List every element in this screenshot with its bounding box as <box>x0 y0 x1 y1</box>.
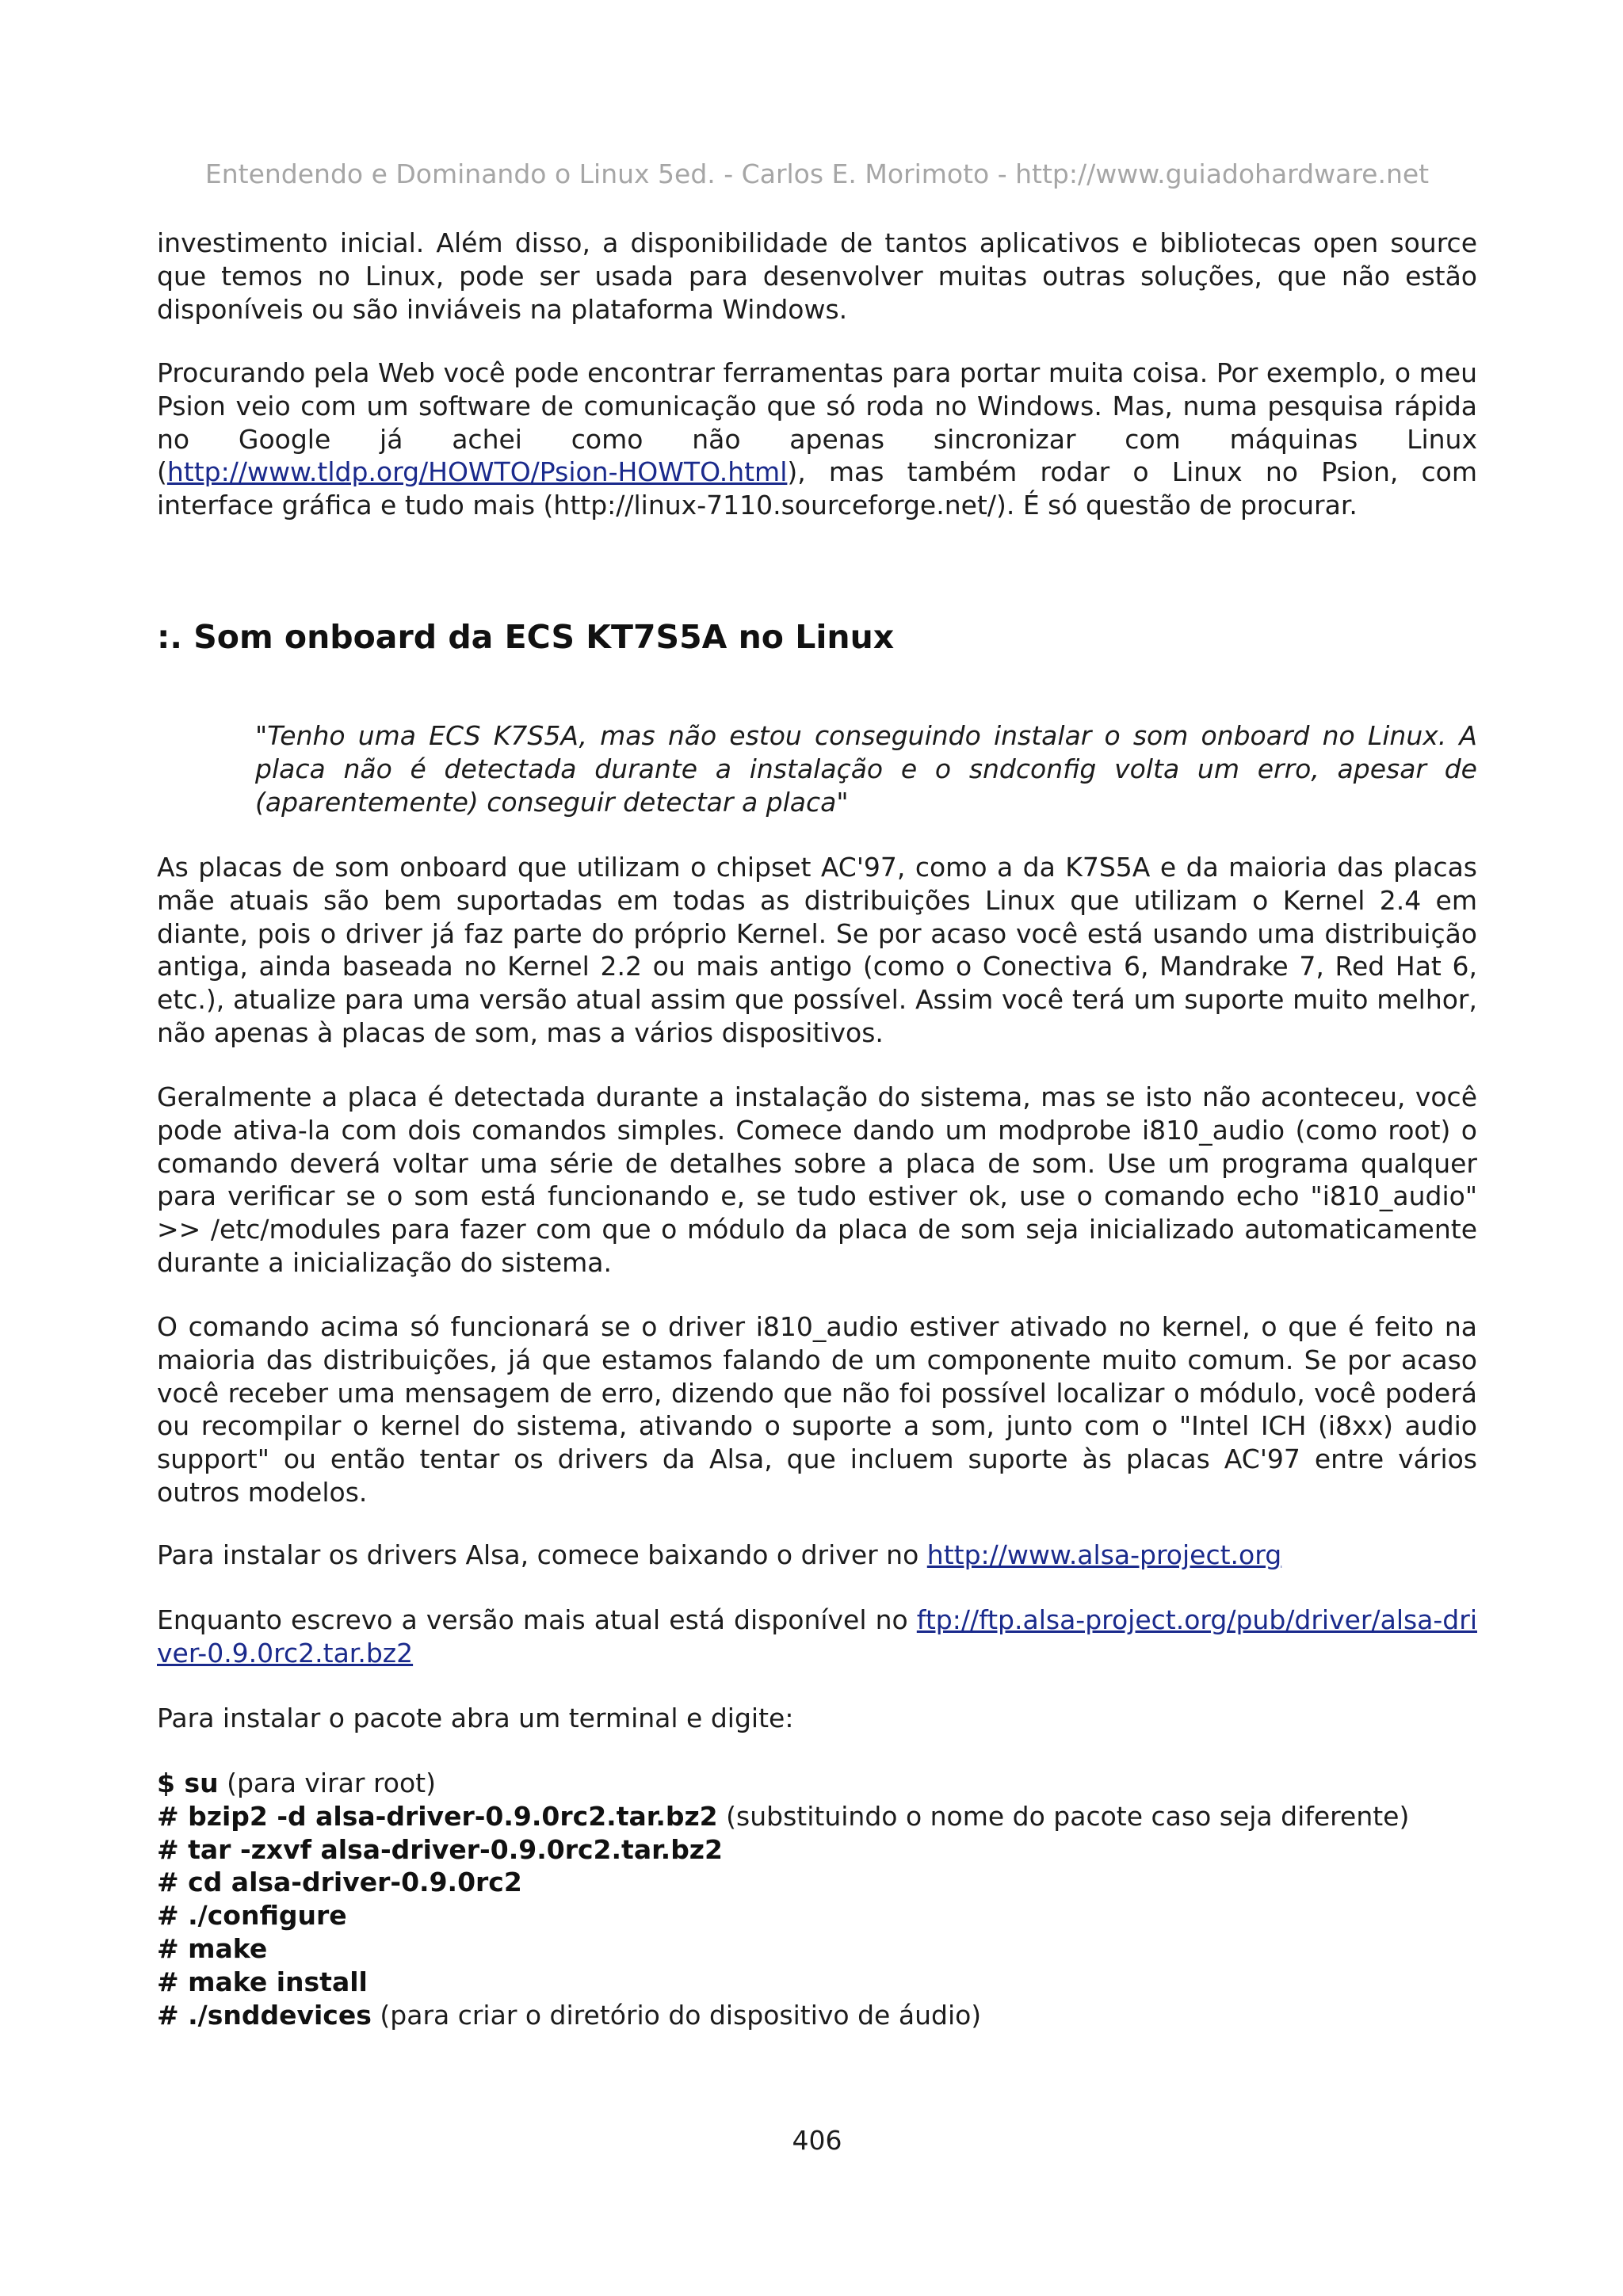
command-note: (para criar o diretório do dispositivo de áudio) <box>371 1999 982 2031</box>
alsa-project-link[interactable]: http://www.alsa-project.org <box>926 1539 1282 1570</box>
running-header: Entendendo e Dominando o Linux 5ed. - Carlos E. Morimoto - http://www.guiadohardware.net <box>204 158 1430 189</box>
command-text: # ./snddevices <box>157 1999 372 2031</box>
paragraph-modprobe <box>157 1081 1477 1280</box>
paragraph-ac97 <box>157 851 1477 1050</box>
block-quote: "Tenho uma ECS K7S5A, mas não estou conseguindo instalar o som onboard no Linux. A placa não é detectada durante a instalação e o sndconfig volta um erro, apesar de (aparentemente) conseguir detectar a placa" <box>255 720 1477 818</box>
alsa-ftp-link[interactable]: ftp://ftp.alsa-project.org/pub/driver/alsa-driver-0.9.0rc2.tar.bz2 <box>157 1604 1477 1669</box>
paragraph-text <box>157 357 1477 522</box>
command-list <box>157 1767 1477 2031</box>
section-heading: :. Som onboard da ECS KT7S5A no Linux <box>157 618 895 656</box>
page-number: 406 <box>792 2125 842 2156</box>
paragraph-text <box>157 1604 1477 1670</box>
command-note: (substituindo o nome do pacote caso seja diferente) <box>717 1800 1410 1832</box>
paragraph-text <box>157 1539 1477 1572</box>
command-line <box>157 1767 1477 1800</box>
paragraph-intro <box>157 227 1477 326</box>
tldp-link[interactable]: http://www.tldp.org/HOWTO/Psion-HOWTO.html <box>166 456 788 488</box>
paragraph-text: As placas de som onboard que utilizam o chipset AC'97, como a da K7S5A e da maioria das placas mãe atuais são bem suportadas em todas as distribuições Linux que utilizam o Kernel 2.4 em diante, pois o driver já faz parte do próprio Kernel. Se por acaso você está usando uma distribuição antiga, ainda baseada no Kernel 2.2 ou mais antigo (como o Conectiva 6, Mandrake 7, Red Hat 6, etc.), atualize para uma versão atual assim que possível. Assim você terá um suporte muito melhor, não apenas à placas de som, mas a vários dispositivos. <box>157 852 1477 1048</box>
paragraph-text-before-link: Enquanto escrevo a versão mais atual está disponível no <box>157 1604 917 1635</box>
command-line <box>157 1899 1477 1932</box>
paragraph-text: O comando acima só funcionará se o driver i810_audio estiver ativado no kernel, o que é feito na maioria das distribuições, já que estamos falando de um componente muito comum. Se por acaso você receber uma mensagem de erro, dizendo que não foi possível localizar o módulo, você poderá ou recompilar o kernel do sistema, ativando o suporte a som, junto com o "Intel ICH (i8xx) audio support" ou então tentar os drivers da Alsa, que incluem suporte às placas AC'97 entre vários outros modelos. <box>157 1311 1477 1508</box>
paragraph-text-after-link: ), mas também rodar o Linux no Psion, com interface gráfica e tudo mais (http://linux-7110.sourceforge.net/). É só questão de procurar. <box>157 456 1477 521</box>
command-text: # bzip2 -d alsa-driver-0.9.0rc2.tar.bz2 <box>157 1800 718 1832</box>
command-text: # ./configure <box>157 1900 347 1932</box>
paragraph-text: Geralmente a placa é detectada durante a instalação do sistema, mas se isto não aconteceu, você pode ativa-la com dois comandos simples. Comece dando um modprobe i810_audio (como root) o comando deverá voltar uma série de detalhes sobre a placa de som. Use um programa qualquer para verificar se o som está funcionando e, se tudo estiver ok, use o comando echo "i810_audio" >> /etc/modules para fazer com que o módulo da placa de som seja inicializado automaticamente durante a inicialização do sistema. <box>157 1081 1477 1278</box>
command-text: # cd alsa-driver-0.9.0rc2 <box>157 1867 522 1898</box>
document-page <box>157 0 1477 2296</box>
paragraph-psion <box>157 357 1477 522</box>
command-line <box>157 1833 1477 1867</box>
command-line <box>157 1999 1477 2032</box>
command-line <box>157 1966 1477 1999</box>
command-text: # make <box>157 1932 268 1964</box>
paragraph-i810 <box>157 1310 1477 1509</box>
paragraph-text: Para instalar o pacote abra um terminal e digite: <box>157 1703 794 1733</box>
paragraph-alsa-version <box>157 1604 1477 1670</box>
command-text: $ su <box>157 1768 219 1798</box>
command-line <box>157 1800 1477 1833</box>
paragraph-alsa-download <box>157 1539 1477 1572</box>
paragraph-text: investimento inicial. Além disso, a disponibilidade de tantos aplicativos e bibliotecas open source que temos no Linux, pode ser usada para desenvolver muitas outras soluções, que não estão disponíveis ou são inviáveis na plataforma Windows. <box>157 227 1477 325</box>
command-line <box>157 1866 1477 1899</box>
command-text: # tar -zxvf alsa-driver-0.9.0rc2.tar.bz2 <box>157 1833 723 1865</box>
paragraph-install-intro <box>157 1702 1477 1735</box>
paragraph-text-before-link: Para instalar os drivers Alsa, comece baixando o driver no <box>157 1539 927 1570</box>
paragraph-text-before-link: Procurando pela Web você pode encontrar ferramentas para portar muita coisa. Por exemplo, o meu Psion veio com um software de comunicação que só roda no Windows. Mas, numa pesquisa rápida no Google já achei como não apenas sincronizar com máquinas Linux ( <box>157 357 1477 488</box>
command-text: # make install <box>157 1966 368 1997</box>
command-line <box>157 1932 1477 1966</box>
command-note: (para virar root) <box>218 1768 436 1798</box>
